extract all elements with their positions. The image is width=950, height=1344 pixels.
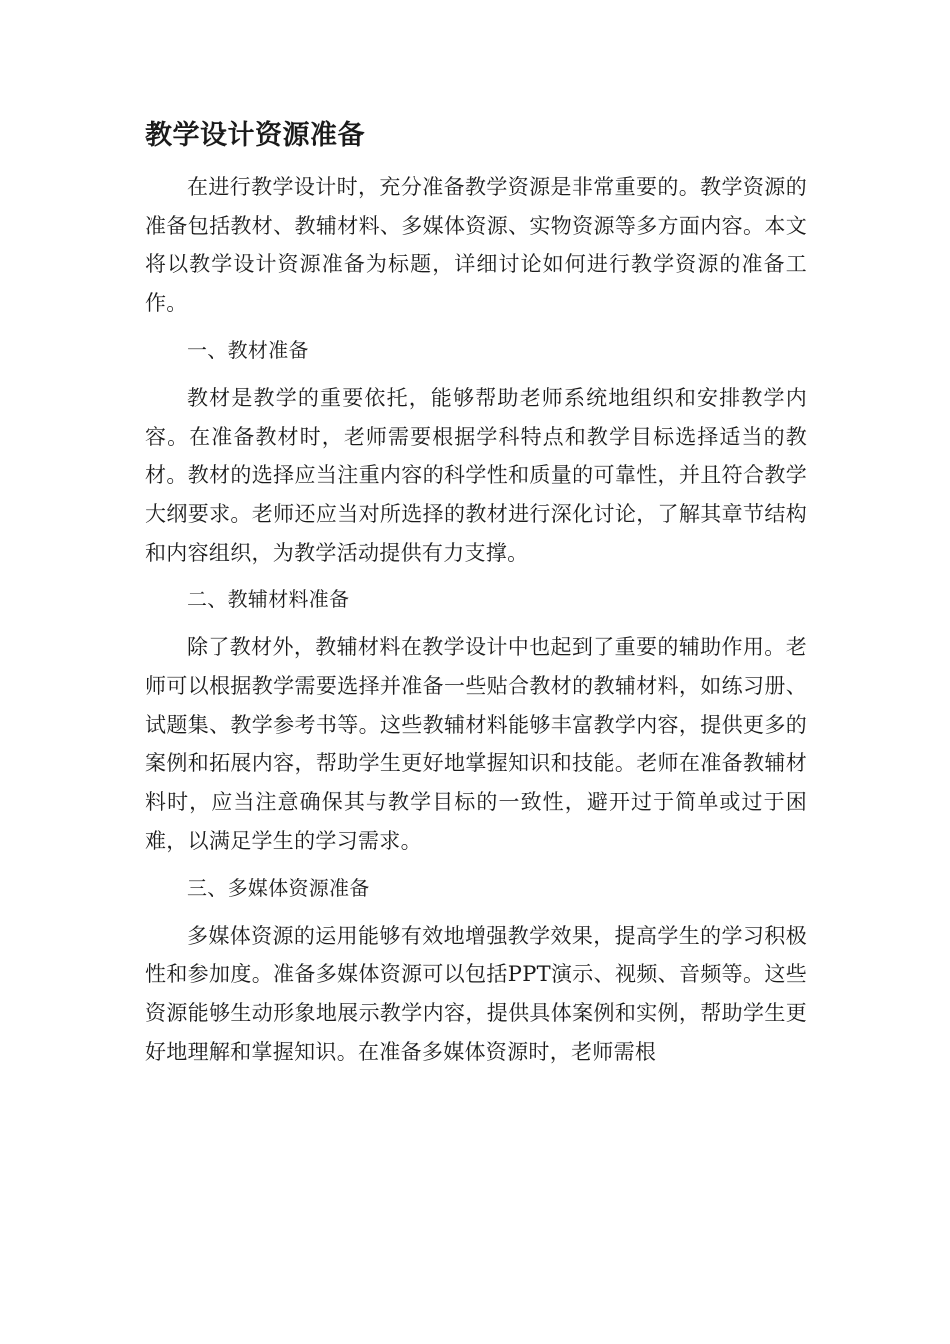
document-page <box>145 118 807 1079</box>
section-body-supplementary: 除了教材外，教辅材料在教学设计中也起到了重要的辅助作用。老师可以根据教学需要选择并准备一些贴合教材的教辅材料，如练习册、试题集、教学参考书等。这些教辅材料能够丰富教学内容，提供更多的案例和拓展内容，帮助学生更好地掌握知识和技能。老师在准备教辅材料时，应当注意确保其与教学目标的一致性，避开过于简单或过于困难，以满足学生的学习需求。 <box>145 635 807 853</box>
section-heading-textbook: 一、教材准备 <box>187 337 309 362</box>
document-title: 教学设计资源准备 <box>145 120 365 151</box>
intro-paragraph: 在进行教学设计时，充分准备教学资源是非常重要的。教学资源的准备包括教材、教辅材料、多媒体资源、实物资源等多方面内容。本文将以教学设计资源准备为标题，详细讨论如何进行教学资源的准备工作。 <box>145 175 807 316</box>
section-body-textbook: 教材是教学的重要依托，能够帮助老师系统地组织和安排教学内容。在准备教材时，老师需要根据学科特点和教学目标选择适当的教材。教材的选择应当注重内容的科学性和质量的可靠性，并且符合教学大纲要求。老师还应当对所选择的教材进行深化讨论，了解其章节结构和内容组织，为教学活动提供有力支撑。 <box>145 385 807 565</box>
section-heading-multimedia: 三、多媒体资源准备 <box>187 875 370 900</box>
section-heading-supplementary: 二、教辅材料准备 <box>187 587 350 612</box>
section-body-multimedia: 多媒体资源的运用能够有效地增强教学效果，提高学生的学习积极性和参加度。准备多媒体资源可以包括PPT演示、视频、音频等。这些资源能够生动形象地展示教学内容，提供具体案例和实例，帮助学生更好地理解和掌握知识。在准备多媒体资源时，老师需根 <box>145 923 807 1064</box>
